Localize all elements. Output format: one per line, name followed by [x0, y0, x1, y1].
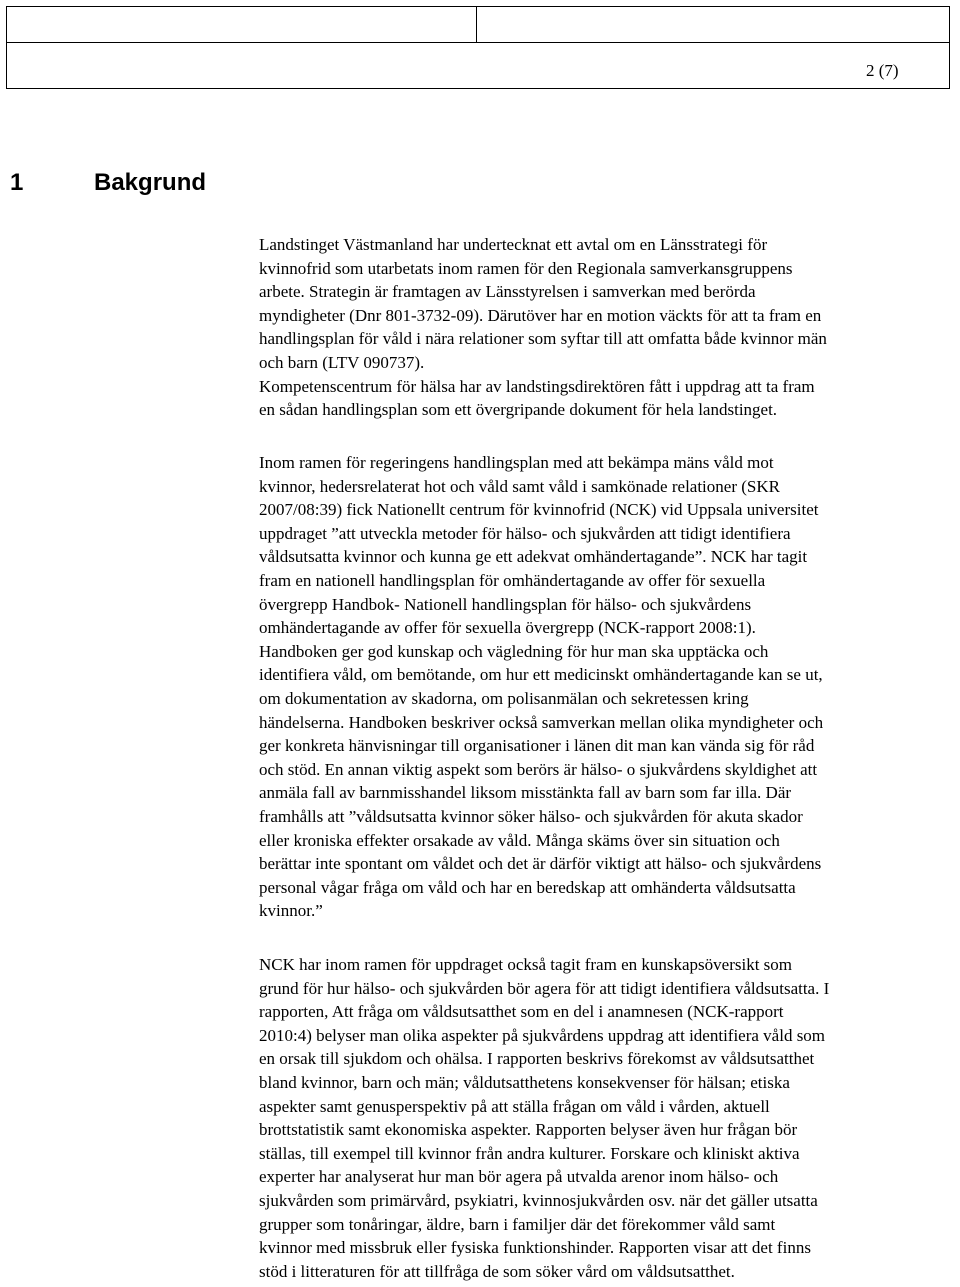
paragraph-line: grupper som tonåringar, äldre, barn i familjer där det förekommer våld samt	[259, 1214, 776, 1234]
paragraph-line: kvinnor med missbruk eller fysiska funktionshinder. Rapporten visar att det finns	[259, 1238, 811, 1258]
paragraph-line: uppdraget ”att utveckla metoder för hälso- och sjukvården att tidigt identifiera	[259, 523, 791, 543]
paragraph-line: händelserna. Handboken beskriver också samverkan mellan olika myndigheter och	[259, 712, 824, 732]
paragraph-line: NCK har inom ramen för uppdraget också tagit fram en kunskapsöversikt som	[259, 955, 793, 974]
paragraph-line: ställas, till exempel till kvinnor från andra kulturer. Forskare och kliniskt aktiva	[259, 1143, 800, 1163]
paragraph-line: anmäla fall av barnmisshandel liksom misstänkta fall av barn som far illa. Där	[259, 783, 792, 803]
header-divider-line	[6, 42, 950, 43]
paragraph-line: arbete. Strategin är framtagen av Länsstyrelsen i samverkan med berörda	[259, 282, 756, 302]
paragraph-line: bland kvinnor, barn och män; våldutsatthetens konsekvenser för hälsan; etiska	[259, 1072, 790, 1092]
paragraph-line: om dokumentation av skadorna, om polisanmälan och sekretessen kring	[259, 688, 749, 708]
paragraph-line: kvinnofrid som utarbetats inom ramen för den Regionala samverkansgruppens	[259, 258, 793, 278]
paragraph-2	[259, 451, 959, 923]
paragraph-line: omhändertagande av offer för sexuella övergrepp (NCK-rapport 2008:1).	[259, 618, 756, 638]
paragraph-line: experter har analyserat hur man bör agera på utvalda arenor inom hälso- och	[259, 1167, 779, 1187]
paragraph-line: och barn (LTV 090737).	[259, 352, 425, 372]
paragraph-3	[259, 953, 959, 1283]
paragraph-line: Inom ramen för regeringens handlingsplan med att bekämpa mäns våld mot	[259, 453, 774, 472]
paragraph-line: kvinnor, hedersrelaterat hot och våld samt våld i samkönade relationer (SKR	[259, 476, 780, 496]
paragraph-line: personal vågar fråga om våld och har en beredskap att omhänderta våldsutsatta	[259, 877, 796, 897]
paragraph-1	[259, 233, 959, 422]
paragraph-line: en sådan handlingsplan som ett övergripande dokument för hela landstinget.	[259, 400, 778, 420]
paragraph-line: rapporten, Att fråga om våldsutsatthet som en del i anamnesen (NCK-rapport	[259, 1002, 784, 1022]
paragraph-line: grund för hur hälso- och sjukvården bör agera för att tidigt identifiera våldsutsatta. I	[259, 978, 830, 998]
paragraph-line: en orsak till sjukdom och ohälsa. I rapporten beskrivs förekomst av våldsutsatthet	[259, 1049, 815, 1069]
section-title: Bakgrund	[94, 169, 207, 196]
paragraph-line: handlingsplan för våld i nära relationer som syftar till att omfatta både kvinnor män	[259, 329, 827, 349]
paragraph-line: brottstatistik samt ekonomiska aspekter. Rapporten belyser även hur frågan bör	[259, 1120, 798, 1140]
paragraph-line: eller kroniska effekter orsakade av våld. Många skäms över sin situation och	[259, 830, 780, 850]
paragraph-line: aspekter samt genusperspektiv på att ställa frågan om våld i vården, aktuell	[259, 1096, 770, 1116]
paragraph-line: övergrepp Handbok- Nationell handlingsplan för hälso- och sjukvårdens	[259, 594, 752, 614]
paragraph-line: sjukvården som primärvård, psykiatri, kvinnosjukvården osv. när det gäller utsatta	[259, 1190, 818, 1210]
paragraph-line: våldsutsatta kvinnor och kunna ge ett adekvat omhändertagande”. NCK har tagit	[259, 547, 808, 567]
paragraph-line: Kompetenscentrum för hälsa har av landstingsdirektören fått i uppdrag att ta fram	[259, 376, 815, 396]
paragraph-line: identifiera våld, om bemötande, om hur ett medicinskt omhändertagande kan se ut,	[259, 665, 823, 685]
paragraph-line: myndigheter (Dnr 801-3732-09). Därutöver har en motion väckts för att ta fram en	[259, 305, 822, 325]
paragraph-line: 2007/08:39) fick Nationellt centrum för kvinnofrid (NCK) vid Uppsala universitet	[259, 500, 819, 520]
document-header-box	[6, 6, 950, 89]
paragraph-line: och stöd. En annan viktig aspekt som berörs är hälso- o sjukvårdens skyldighet att	[259, 759, 818, 779]
section-heading	[10, 168, 206, 198]
paragraph-line: 2010:4) belyser man olika aspekter på sjukvårdens uppdrag att identifiera våld som	[259, 1025, 826, 1045]
paragraph-line: Landstinget Västmanland har undertecknat ett avtal om en Länsstrategi för	[259, 235, 768, 254]
paragraph-line: kvinnor.”	[259, 901, 323, 921]
paragraph-line: fram en nationell handlingsplan för omhändertagande av offer för sexuella	[259, 570, 766, 590]
page-number: 2 (7)	[866, 61, 899, 80]
paragraph-line: berättar inte spontant om våldet och det är därför viktigt att hälso- och sjukvårdens	[259, 854, 822, 874]
paragraph-line: ger konkreta hänvisningar till organisationer i länen dit man kan vända sig för råd	[259, 736, 815, 756]
header-cell-divider	[476, 6, 477, 42]
paragraph-line: stöd i litteraturen för att tillfråga de som söker vård om våldsutsatthet.	[259, 1261, 735, 1281]
section-number: 1	[10, 169, 24, 196]
paragraph-line: Handboken ger god kunskap och vägledning för hur man ska upptäcka och	[259, 641, 769, 661]
paragraph-line: framhålls att ”våldsutsatta kvinnor söker hälso- och sjukvården för akuta skador	[259, 806, 803, 826]
